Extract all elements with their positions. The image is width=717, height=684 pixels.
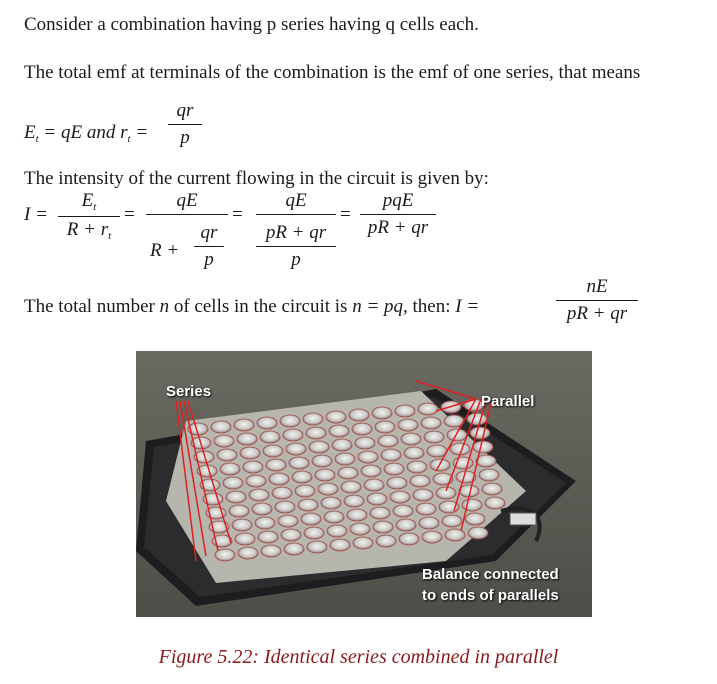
battery-cell [398,419,418,431]
battery-cell [482,483,502,495]
battery-cell [217,449,237,461]
battery-cell [349,409,369,421]
battery-cell [283,429,303,441]
battery-cell [445,529,465,541]
battery-cell [465,513,485,525]
battery-cell [387,477,407,489]
battery-cell [364,479,384,491]
battery-pack-photo [136,351,592,617]
battery-cell [344,495,364,507]
battery-cell [255,517,275,529]
emf-sentence: The total emf at terminals of the combination is the emf of one series, that means [24,62,641,83]
battery-cell [367,493,387,505]
battery-cell [275,501,295,513]
battery-cell [335,453,355,465]
battery-cell [260,431,280,443]
battery-cell [338,467,358,479]
current-lhs: I = [24,204,48,225]
battery-cell [418,403,438,415]
battery-cell [292,471,312,483]
battery-cell [214,435,234,447]
battery-cell [479,469,499,481]
battery-cell [422,531,442,543]
fraction-2-den-prefix: R + [150,240,180,261]
battery-cell [393,505,413,517]
battery-cell [324,511,344,523]
battery-cell [447,429,467,441]
battery-cell [372,407,392,419]
label-balance-line-2: to ends of parallels [422,587,559,604]
total-cells-sentence: The total number n of cells in the circuit is n = pq, then: I = [24,296,480,317]
battery-cell [243,461,263,473]
battery-cell [289,457,309,469]
battery-cell [284,543,304,555]
battery-cell [229,505,249,517]
battery-cell [375,421,395,433]
battery-cell [407,461,427,473]
battery-cell [234,419,254,431]
battery-cell [326,411,346,423]
battery-cell [473,441,493,453]
battery-cell [395,405,415,417]
battery-cell [419,517,439,529]
battery-cell [332,439,352,451]
battery-cell [304,527,324,539]
battery-cell [226,491,246,503]
label-series: Series [166,383,212,400]
battery-cell [211,421,231,433]
fraction-3-den: pR + qr p [256,222,336,271]
label-balance-line-1: Balance connected [422,566,559,583]
battery-cell [410,475,430,487]
battery-cell [330,539,350,551]
battery-cell [329,425,349,437]
battery-cell [301,513,321,525]
label-parallel: Parallel [481,393,535,410]
equals-2: = [232,204,243,225]
fraction-2: qE [146,190,228,217]
battery-cell [358,451,378,463]
battery-cell [376,535,396,547]
battery-cell [390,491,410,503]
battery-cell [281,529,301,541]
battery-cell [261,545,281,557]
battery-cell [384,463,404,475]
battery-cell [318,483,338,495]
battery-cell [263,445,283,457]
battery-cell [404,447,424,459]
battery-cell [468,527,488,539]
battery-cell [470,427,490,439]
battery-cell [355,437,375,449]
fraction-2-den-fraction: qr p [194,222,224,271]
battery-cell [240,447,260,459]
battery-cell [413,489,433,501]
battery-cell [249,489,269,501]
battery-cell [306,427,326,439]
battery-cell [269,473,289,485]
battery-cell [421,417,441,429]
battery-cell [258,531,278,543]
battery-cell [232,519,252,531]
battery-cell [280,415,300,427]
battery-cell [238,547,258,559]
battery-cell [462,499,482,511]
battery-cell [381,449,401,461]
battery-cell [223,477,243,489]
battery-cell [295,485,315,497]
battery-cell [257,417,277,429]
battery-cell [237,433,257,445]
battery-cell [353,537,373,549]
battery-cell [416,503,436,515]
battery-cell [315,469,335,481]
battery-cell [341,481,361,493]
battery-cell [252,503,272,515]
battery-cell [373,521,393,533]
battery-cell [424,431,444,443]
battery-cell [309,441,329,453]
battery-cell [396,519,416,531]
battery-cell [442,515,462,527]
battery-cell [378,435,398,447]
battery-cell [235,533,255,545]
battery-cell [266,459,286,471]
battery-cell [303,413,323,425]
battery-cell [436,487,456,499]
equals-3: = [340,204,351,225]
battery-cell [286,443,306,455]
fraction-1: $E_t$ $R + r_t$ [58,190,120,243]
battery-cell [352,423,372,435]
battery-cell [347,509,367,521]
final-fraction: nE pR + qr [556,276,638,325]
intro-sentence: Consider a combination having p series having q cells each. [24,14,479,35]
emf-fraction: qr p [168,100,202,149]
battery-cell [220,463,240,475]
battery-cell [321,497,341,509]
battery-cell [272,487,292,499]
figure-caption: Figure 5.22: Identical series combined in parallel [158,646,559,668]
fraction-3: qE [256,190,336,217]
battery-cell [467,413,487,425]
battery-cell [361,465,381,477]
battery-cell [298,499,318,511]
equals-1: = [124,204,135,225]
battery-cell [399,533,419,545]
battery-cell [370,507,390,519]
battery-cell [278,515,298,527]
current-sentence: The intensity of the current flowing in the circuit is given by: [24,168,489,189]
battery-cell [246,475,266,487]
battery-cell [350,523,370,535]
battery-cell [401,433,421,445]
battery-cell [327,525,347,537]
battery-cell [307,541,327,553]
emf-equation: $E_t$ = qE and $r_t$ = [24,122,149,145]
battery-cell [312,455,332,467]
battery-cell [485,497,505,509]
fraction-4: pqE pR + qr [360,190,436,239]
